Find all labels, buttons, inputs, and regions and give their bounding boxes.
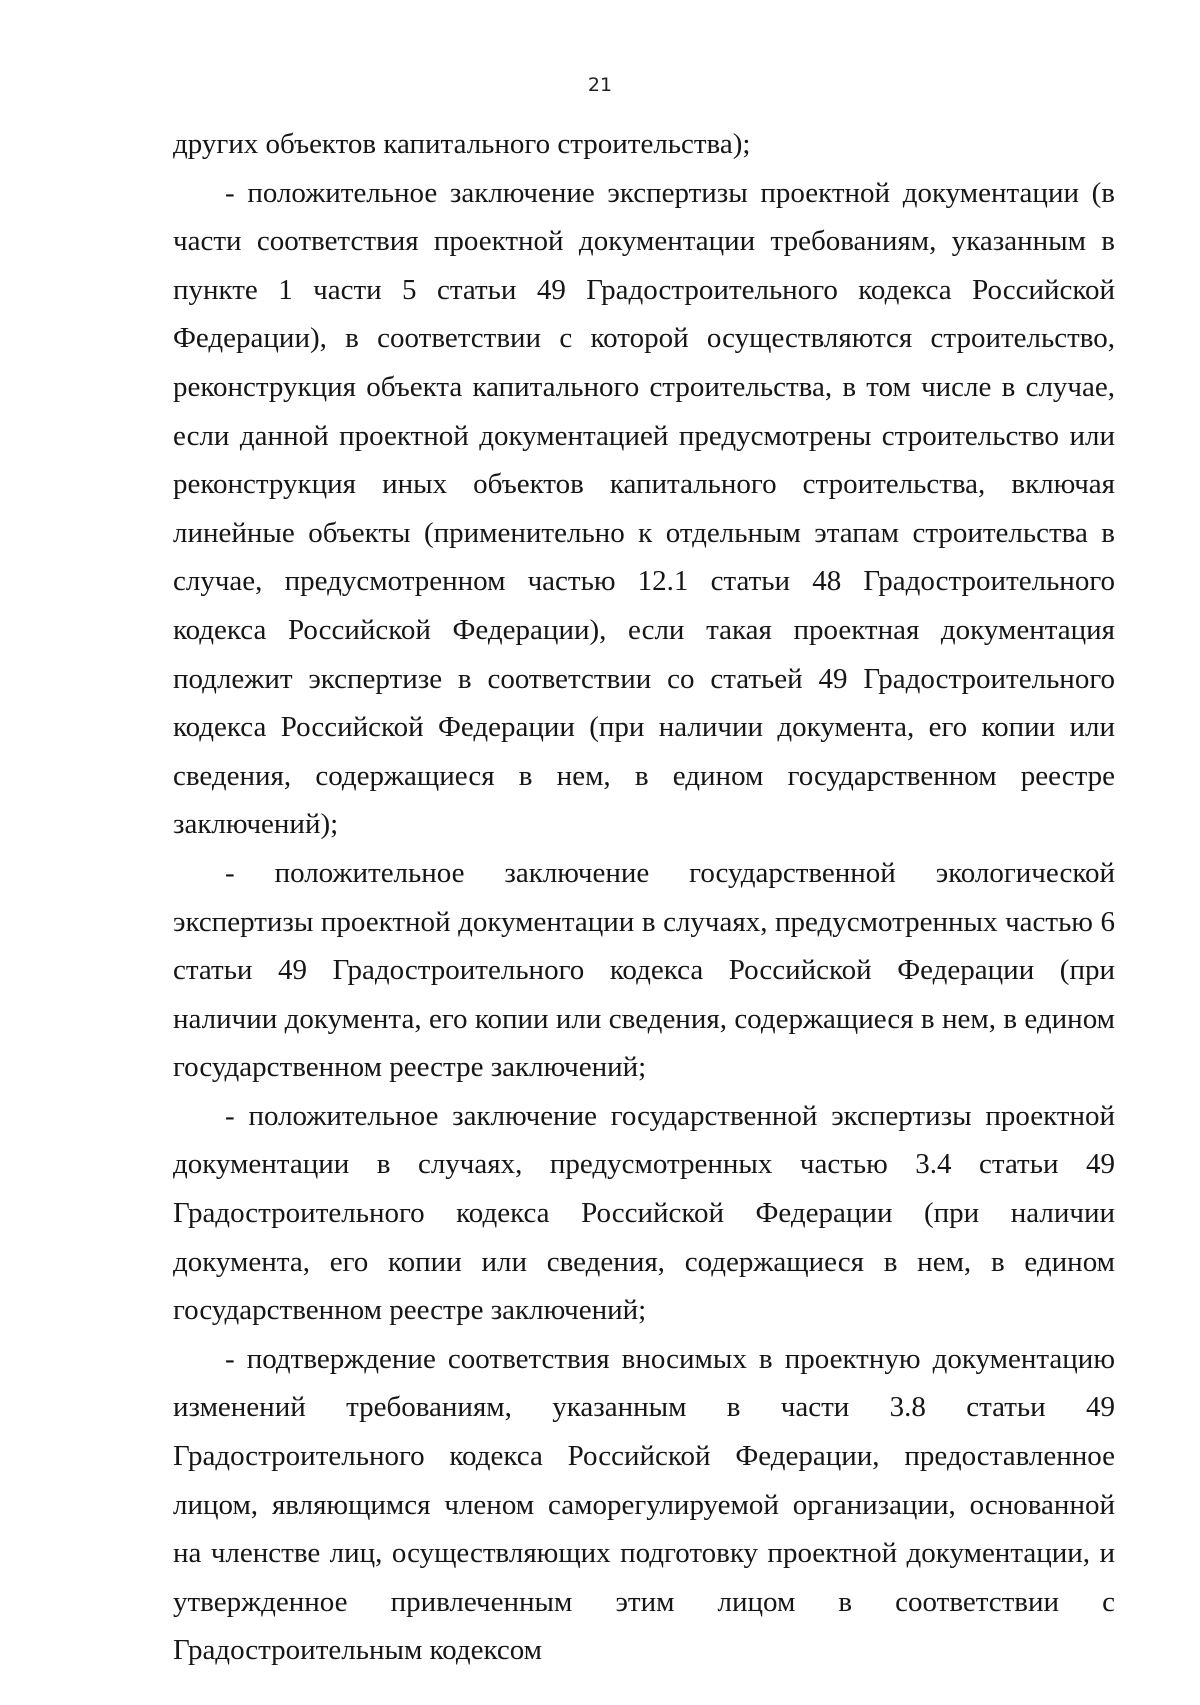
paragraph-continuation: других объектов капитального строительства);	[173, 128, 751, 160]
document-body	[173, 120, 1115, 1675]
paragraph-state-expertise: - положительное заключение государственной экспертизы проектной документации в случаях, предусмотренных частью 3.4 статьи 49 Градостроительного кодекса Российской Федерации (при наличии документа, его копии или сведения, содержащиеся в нем, в едином государственном реестре заключений;	[173, 1099, 1115, 1327]
paragraph-changes-confirmation: - подтверждение соответствия вносимых в проектную документацию изменений требованиям, указанным в части 3.8 статьи 49 Градостроительного кодекса Российской Федерации, предоставленное лицом, являющимся членом саморегулируемой организации, основанной на членстве лиц, осуществляющих подготовку проектной документации, и утвержденное привлеченным этим лицом в соответствии с Градостроительным кодексом	[173, 1342, 1115, 1667]
paragraph-ecological-expertise: - положительное заключение государственной экологической экспертизы проектной документации в случаях, предусмотренных частью 6 статьи 49 Градостроительного кодекса Российской Федерации (при наличии документа, его копии или сведения, содержащиеся в нем, в едином государственном реестре заключений;	[173, 856, 1115, 1084]
paragraph-project-expertise: - положительное заключение экспертизы проектной документации (в части соответствия проектной документации требованиям, указанным в пункте 1 части 5 статьи 49 Градостроительного кодекса Российской Федерации), в соответствии с которой осуществляются строительство, реконструкция объекта капитального строительства, в том числе в случае, если данной проектной документацией предусмотрены строительство или реконструкция иных объектов капитального строительства, включая линейные объекты (применительно к отдельным этапам строительства в случае, предусмотренном частью 12.1 статьи 48 Градостроительного кодекса Российской Федерации), если такая проектная документация подлежит экспертизе в соответствии со статьей 49 Градостроительного кодекса Российской Федерации (при наличии документа, его копии или сведения, содержащиеся в нем, в едином государственном реестре заключений);	[173, 176, 1115, 841]
page-number: 21	[587, 74, 613, 96]
